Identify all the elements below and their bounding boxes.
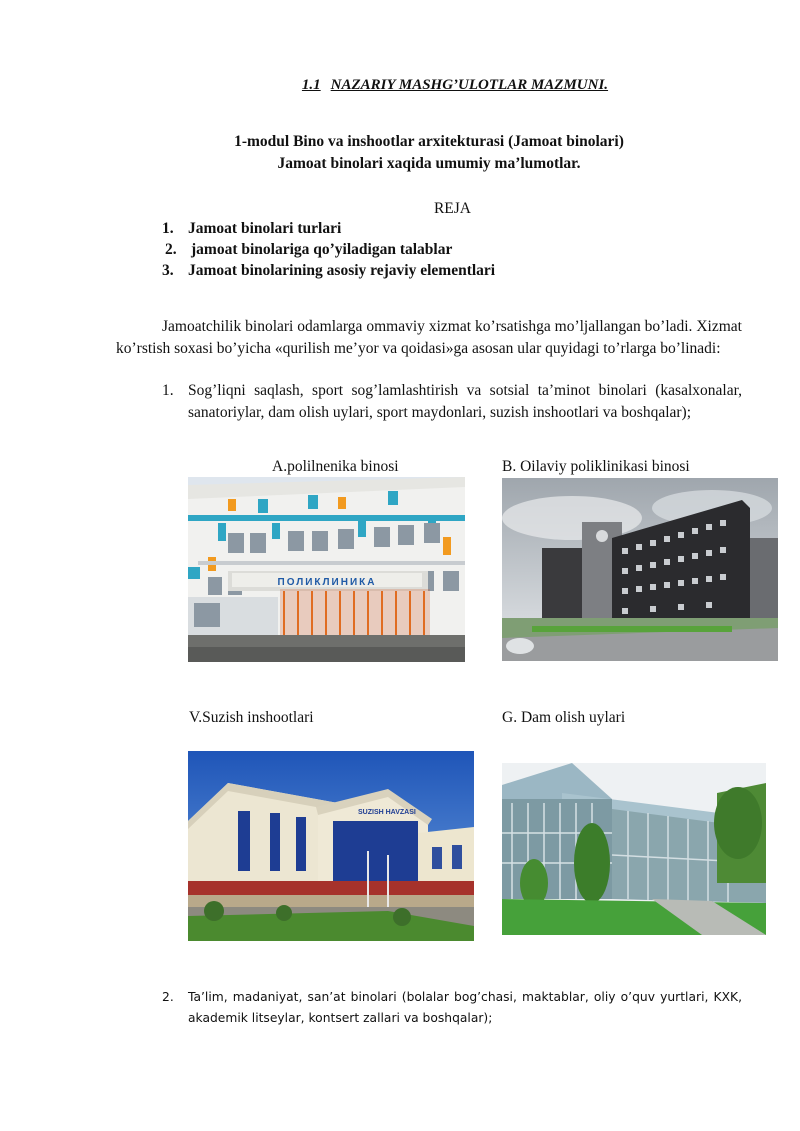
intro-paragraph: Jamoatchilik binolari odamlarga ommaviy xizmat ko’rsatishga mo’ljallangan bo’ladi. Xizmat ko’rstish soxasi bo’yicha «qurilish me’yor va qoidasi»ga asosan ular quyidagi to’rlarga bo’linadi:: [116, 318, 742, 357]
list-item-number: 1.: [162, 382, 174, 399]
family-polyclinic-photo: [502, 478, 778, 661]
swimming-facility-photo: [188, 751, 474, 941]
list-item: [162, 380, 742, 423]
plan-label: REJA: [433, 200, 472, 217]
plan-item: [162, 220, 341, 238]
plan-item-number: 2.: [165, 241, 177, 258]
figure-caption-g: G. Dam olish uylari: [502, 709, 626, 726]
section-heading: [0, 77, 800, 94]
plan-item-number: 3.: [162, 262, 174, 279]
list-item-text: Sog’liqni saqlash, sport sog’lamlashtirish va sotsial ta’minot binolari (kasalxonalar, sanatoriylar, dam olish uylari, sport maydonlari, suzish inshootlari va boshqalar);: [188, 382, 742, 421]
plan-item-text: Jamoat binolari turlari: [188, 220, 342, 237]
list-item-number: 2.: [162, 990, 174, 1004]
figure-caption-b: B. Oilaviy poliklinikasi binosi: [502, 458, 690, 475]
plan-item: [165, 241, 452, 259]
recreation-house-photo: [502, 763, 766, 935]
section-title: NAZARIY MASHG’ULOTLAR MAZMUNI.: [330, 77, 609, 93]
polyclinic-photo: [188, 477, 465, 662]
swimming-sign: SUZISH HAVZASI: [358, 809, 416, 816]
figure-caption-a: A.polilnenika binosi: [272, 458, 399, 475]
list-item: [162, 987, 742, 1029]
figure-caption-v: V.Suzish inshootlari: [189, 709, 314, 726]
polyclinic-sign: ПОЛИКЛИНИКА: [277, 577, 377, 588]
plan-item-text: jamoat binolariga qo’yiladigan talablar: [191, 241, 453, 258]
plan-item-text: Jamoat binolarining asosiy rejaviy elementlari: [188, 262, 496, 279]
section-number: 1.1: [301, 77, 321, 93]
plan-item-number: 1.: [162, 220, 174, 237]
list-item-text: Ta’lim, madaniyat, san’at binolari (bolalar bog’chasi, maktablar, oliy o’quv yurtlari, KXK, akademik litseylar, kontsert zallari va boshqalar);: [188, 990, 742, 1025]
topic-title: Jamoat binolari xaqida umumiy ma’lumotlar.: [277, 155, 581, 172]
module-title: 1-modul Bino va inshootlar arxitekturasi (Jamoat binolari): [234, 133, 624, 150]
plan-item: [162, 262, 495, 280]
